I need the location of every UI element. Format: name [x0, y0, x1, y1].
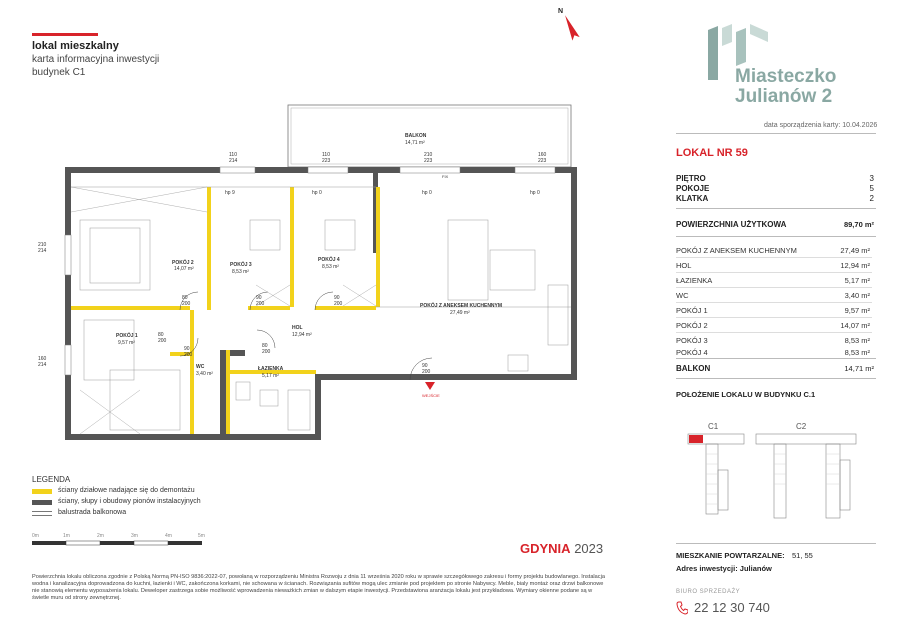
rooms-count-value: 5 — [869, 184, 874, 193]
city-logo — [520, 541, 603, 556]
divider — [676, 543, 876, 544]
phone-icon — [676, 601, 690, 615]
floor-height: hp 0 — [422, 190, 432, 196]
floor-height: hp 0 — [530, 190, 540, 196]
scale-tick: 1m — [63, 533, 70, 539]
room-name: WC — [676, 291, 689, 300]
room-area: 8,53 m² — [844, 348, 870, 357]
plan-room-area: 9,57 m² — [118, 340, 135, 346]
plan-room-label: POKÓJ Z ANEKSEM KUCHENNYM — [420, 303, 503, 309]
room-name: POKÓJ 2 — [676, 321, 708, 330]
legend-swatch-railing — [32, 511, 52, 516]
plan-room-area: 27,49 m² — [450, 310, 470, 316]
plan-room-area: 8,53 m² — [232, 269, 249, 275]
room-area: 8,53 m² — [844, 336, 870, 345]
scale-tick: 3m — [131, 533, 138, 539]
divider — [676, 358, 876, 359]
divider — [676, 133, 876, 134]
legend-swatch-yellow — [32, 489, 52, 494]
floor-value: 3 — [869, 174, 874, 183]
balcony-label: BALKON — [676, 364, 711, 373]
divider — [676, 236, 876, 237]
room-row — [676, 304, 872, 318]
legend-item: ściany działowe nadające się do demontażu — [58, 487, 195, 494]
floor-label: PIĘTRO — [676, 174, 706, 183]
lokal-number: LOKAL NR 59 — [676, 147, 748, 159]
phone-number[interactable]: 22 12 30 740 — [694, 600, 770, 615]
repeat-value: 51, 55 — [792, 551, 813, 560]
plan-room-area: 3,40 m² — [196, 371, 213, 377]
usable-area-label: POWIERZCHNIA UŻYTKOWA — [676, 220, 787, 229]
compass-label: N — [558, 8, 564, 15]
window-dim: 160 223 — [538, 152, 547, 164]
plan-room-label: WC — [196, 364, 205, 370]
divider — [676, 208, 876, 209]
building-c1-label: C1 — [708, 422, 719, 431]
brand-name-line1: Miasteczko — [735, 66, 837, 87]
room-area: 27,49 m² — [840, 246, 870, 255]
window-dim: 210 223 — [424, 152, 433, 164]
room-row — [676, 289, 872, 303]
repeat-label: MIESZKANIE POWTARZALNE: — [676, 551, 785, 560]
building-key-plan — [676, 410, 876, 526]
header-accent-bar — [32, 33, 98, 36]
divider — [676, 378, 876, 379]
building-c2-label: C2 — [796, 422, 807, 431]
legend-item: balustrada balkonowa — [58, 509, 127, 516]
room-area: 14,07 m² — [840, 321, 870, 330]
window-dim: 210 214 — [38, 242, 47, 254]
room-area: 3,40 m² — [844, 291, 870, 300]
room-row — [676, 274, 872, 288]
card-date: data sporządzenia karty: 10.04.2026 — [764, 122, 878, 129]
city-year: 2023 — [574, 541, 604, 556]
room-name: POKÓJ 4 — [676, 348, 708, 357]
header-subtitle: karta informacyjna inwestycji — [32, 54, 160, 65]
door-dim: 90 200 — [334, 295, 343, 307]
plan-room-label: POKÓJ 1 — [116, 333, 138, 339]
plan-room-area: 14,07 m² — [174, 266, 194, 272]
plan-room-area: 12,94 m² — [292, 332, 312, 338]
disclaimer-text: Powierzchnia lokalu obliczona zgodnie z Polską Normą PN-ISO 9836:2022-07, powołaną w rozporządzeniu Ministra Rozwoju z dnia 11 września 2020 roku w sprawie szczegółowego zakresu i formy projektu budowlanego. Instalacja wodna i kanalizacyjna doprowadzona do kuchni, łazienki i WC, zakończona korkami, nie schowana w ścianach. Rozwiązania sufitów mogą ulec zmianie pod projektem po stronie Nabywcy. Meble, bialy montaż oraz drzwi balkonowe nie stanowią elementu wyposażenia lokalu. Deweloper zastrzega sobie możliwość wprowadzenia nieważkich zmian w dalszym etapie inwestycji. Przedstawiona aranżacja lokalu jest przykładowa. Wymiary okienne podane są w świetle muru od strony zewnętrznej. — [32, 574, 605, 601]
entry-label: WEJŚCIE — [422, 393, 440, 398]
plan-room-area: 5,17 m² — [262, 373, 279, 379]
usable-area-value: 89,70 m² — [843, 220, 874, 229]
header-building: budynek C1 — [32, 67, 86, 78]
compass-north-icon — [556, 8, 586, 44]
floor-height: hp 9 — [225, 190, 235, 196]
door-dim: 90 200 — [184, 346, 193, 358]
scale-tick: 2m — [97, 533, 104, 539]
balcony-value: 14,71 m² — [844, 364, 874, 373]
staircase-value: 2 — [869, 194, 874, 203]
room-area: 5,17 m² — [844, 276, 870, 285]
plan-balcony-area: 14,71 m² — [405, 140, 425, 146]
scale-tick: 5m — [198, 533, 205, 539]
floor-height: hp 0 — [312, 190, 322, 196]
door-dim: 90 200 — [422, 363, 431, 375]
door-dim: 80 200 — [158, 332, 167, 344]
plan-room-label: POKÓJ 3 — [230, 262, 252, 268]
room-row — [676, 259, 872, 273]
room-name: ŁAZIENKA — [676, 276, 713, 285]
sales-office-label: BIURO SPRZEDAŻY — [676, 589, 741, 595]
room-row — [676, 244, 872, 258]
scale-tick: 4m — [165, 533, 172, 539]
legend-item: ściany, słupy i obudowy pionów instalacyjnych — [58, 498, 201, 505]
legend-swatch-gray — [32, 500, 52, 505]
window-dim: 110 214 — [229, 152, 238, 164]
door-dim: 90 200 — [256, 295, 265, 307]
room-row — [676, 319, 872, 333]
floor-plan — [38, 100, 590, 445]
rooms-count-label: POKOJE — [676, 184, 710, 193]
door-dim: 80 200 — [262, 343, 271, 355]
city-name: GDYNIA — [520, 541, 571, 556]
plan-room-label: ŁAZIENKA — [258, 366, 284, 372]
plan-balcony-label: BALKON — [405, 133, 427, 139]
position-label: POŁOŻENIE LOKALU W BUDYNKU C.1 — [676, 390, 816, 399]
room-name: POKÓJ 1 — [676, 306, 708, 315]
plan-room-label: POKÓJ 4 — [318, 257, 340, 263]
scale-bar — [32, 533, 212, 547]
fix-label: FIX — [442, 174, 449, 179]
address-label: Adres inwestycji: Julianów — [676, 564, 772, 573]
window-dim: 110 223 — [322, 152, 331, 164]
plan-room-label: POKÓJ 2 — [172, 260, 194, 266]
plan-room-label: HOL — [292, 325, 303, 331]
brand-name-line2: Julianów 2 — [735, 86, 833, 107]
scale-tick: 0m — [32, 533, 39, 539]
room-name: HOL — [676, 261, 692, 270]
legend-title: LEGENDA — [32, 475, 71, 484]
room-name: POKÓJ 3 — [676, 336, 708, 345]
staircase-label: KLATKA — [676, 194, 709, 203]
room-area: 12,94 m² — [840, 261, 870, 270]
door-dim: 80 200 — [182, 295, 191, 307]
room-name: POKÓJ Z ANEKSEM KUCHENNYM — [676, 246, 797, 255]
page-title: lokal mieszkalny — [32, 40, 119, 52]
room-area: 9,57 m² — [844, 306, 870, 315]
window-dim: 160 214 — [38, 356, 47, 368]
plan-room-area: 8,53 m² — [322, 264, 339, 270]
